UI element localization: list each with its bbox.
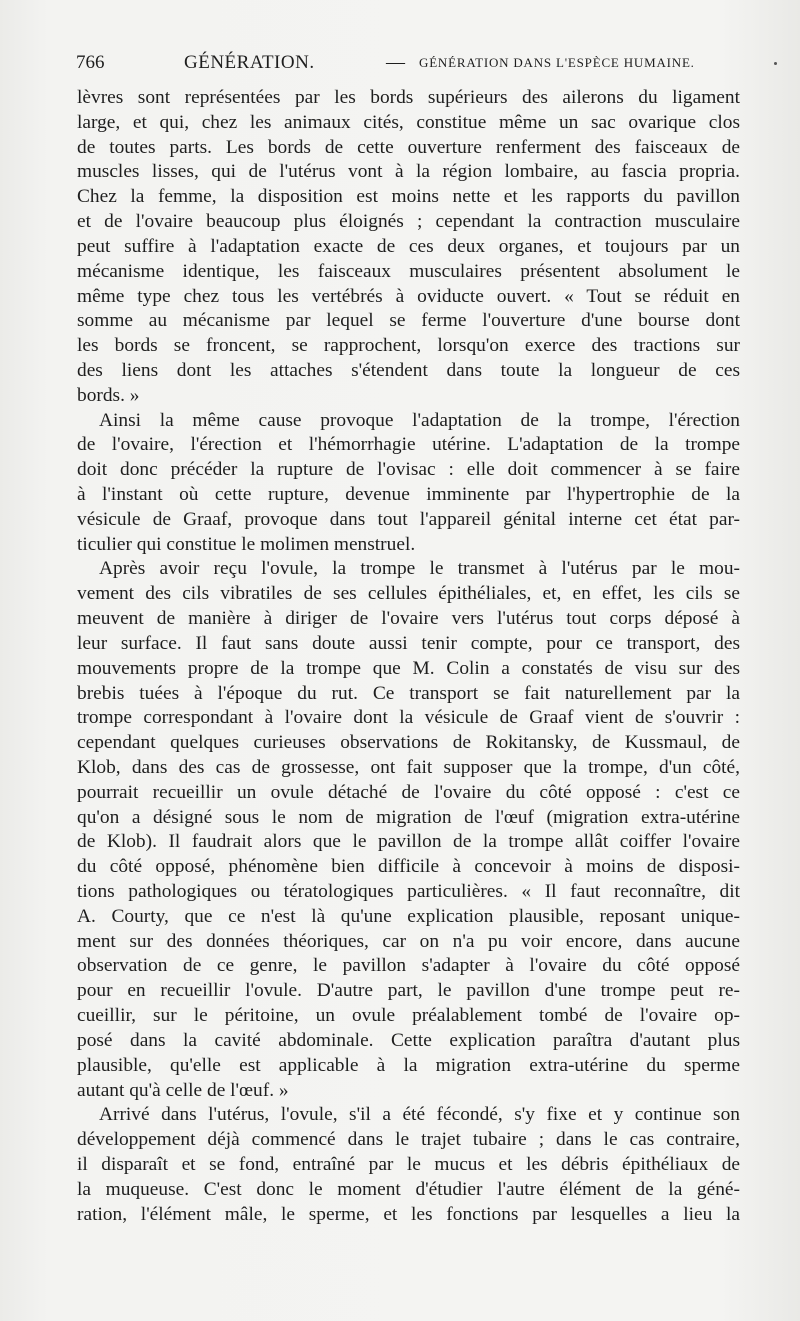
text-line: la muqueuse. C'est donc le moment d'étudier l'autre élément de la géné- <box>77 1178 740 1200</box>
text-line: Arrivé dans l'utérus, l'ovule, s'il a été fécondé, s'y fixe et y continue son <box>99 1104 740 1126</box>
text-line: lèvres sont représentées par les bords supérieurs des ailerons du ligament <box>77 87 740 108</box>
text-line: Klob, dans des cas de grossesse, ont fait supposer que la trompe, d'un côté, <box>77 756 740 778</box>
text-line: il disparaît et se fond, entraîné par le mucus et les débris épithéliaux de <box>77 1153 740 1175</box>
text-line: autant qu'à celle de l'œuf. » <box>77 1079 289 1101</box>
text-line: trompe correspondant à l'ovaire dont la vésicule de Graaf vient de s'ouvrir : <box>77 707 740 729</box>
page-number: 766 <box>76 52 105 73</box>
text-line: de toutes parts. Les bords de cette ouverture renferment des faisceaux de <box>77 136 740 158</box>
text-line: observation de ce genre, le pavillon s'adapter à l'ovaire du côté opposé <box>77 955 740 977</box>
text-line: qu'on a désigné sous le nom de migration de l'œuf (migration extra-utérine <box>77 806 740 828</box>
text-line: cueillir, sur le péritoine, un ovule préalablement tombé de l'ovaire op- <box>77 1005 740 1027</box>
text-line: de l'ovaire, l'érection et l'hémorrhagie utérine. L'adaptation de la trompe <box>77 434 740 456</box>
text-line: pourrait recueillir un ovule détaché de l'ovaire du côté opposé : c'est ce <box>77 781 740 803</box>
text-line: développement déjà commencé dans le trajet tubaire ; dans le cas contraire, <box>77 1129 740 1151</box>
text-line: des liens dont les attaches s'étendent dans toute la longueur de ces <box>77 359 740 381</box>
text-line: ticulier qui constitue le molimen menstruel. <box>77 533 416 555</box>
text-line: tions pathologiques ou tératologiques particulières. « Il faut reconnaître, dit <box>77 881 740 902</box>
text-line: ment sur des données théoriques, car on n'a pu voir encore, dans aucune <box>77 930 740 952</box>
text-line: à l'instant où cette rupture, devenue imminente par l'hypertrophie de la <box>77 484 740 505</box>
header-separator: — <box>386 52 405 73</box>
text-line: muscles lisses, qui de l'utérus vont à la région lombaire, au fascia propria. <box>77 161 740 183</box>
text-line: mécanisme identique, les faisceaux musculaires présentent absolument le <box>77 260 740 282</box>
text-line: plausible, qu'elle est applicable à la migration extra-utérine du sperme <box>77 1054 740 1076</box>
text-line: ration, l'élément mâle, le sperme, et les fonctions par lesquelles a lieu la <box>77 1203 740 1225</box>
running-title: GÉNÉRATION. <box>184 52 315 73</box>
text-line: brebis tuées à l'époque du rut. Ce transport se fait naturellement par la <box>77 682 740 704</box>
running-subtitle: GÉNÉRATION DANS L'ESPÈCE HUMAINE. <box>419 55 695 70</box>
text-line: et de l'ovaire beaucoup plus éloignés ; cependant la contraction musculaire <box>77 211 740 233</box>
text-line: doit donc précéder la rupture de l'ovisac : elle doit commencer à se faire <box>77 459 740 481</box>
text-line: les bords se froncent, se rapprochent, lorsqu'on exerce des tractions sur <box>77 335 740 357</box>
text-line: de Klob). Il faudrait alors que le pavillon de la trompe allât coiffer l'ovaire <box>77 831 740 853</box>
paper-speck <box>774 62 777 65</box>
text-line: du côté opposé, phénomène bien difficile à concevoir à moins de disposi- <box>77 856 740 878</box>
text-line: leur surface. Il faut sans doute aussi tenir compte, pour ce transport, des <box>77 632 740 654</box>
text-line: peut suffire à l'adaptation exacte de ces deux organes, et toujours par un <box>77 235 740 257</box>
body-text <box>77 86 740 1227</box>
text-line: vement des cils vibratiles de ses cellules épithéliales, et, en effet, les cils se <box>77 583 740 605</box>
text-line: posé dans la cavité abdominale. Cette explication paraîtra d'autant plus <box>77 1029 740 1051</box>
text-line: vésicule de Graaf, provoque dans tout l'appareil génital interne cet état par- <box>77 508 740 530</box>
text-line: même type chez tous les vertébrés à oviducte ouvert. « Tout se réduit en <box>77 285 740 307</box>
text-line: somme au mécanisme par lequel se ferme l'ouverture d'une bourse dont <box>77 310 740 332</box>
text-line: cependant quelques curieuses observations de Rokitansky, de Kussmaul, de <box>77 732 740 754</box>
text-line: Chez la femme, la disposition est moins nette et les rapports du pavillon <box>77 186 740 208</box>
text-line: mouvements propre de la trompe que M. Colin a constatés de visu sur des <box>77 657 740 679</box>
text-line: large, et qui, chez les animaux cités, constitue même un sac ovarique clos <box>77 111 740 133</box>
text-line: pour en recueillir l'ovule. D'autre part, le pavillon d'une trompe peut re- <box>77 980 740 1002</box>
text-line: bords. » <box>77 384 140 406</box>
text-line: meuvent de manière à diriger de l'ovaire vers l'utérus tout corps déposé à <box>77 608 740 630</box>
running-header <box>76 52 740 82</box>
text-line: Après avoir reçu l'ovule, la trompe le transmet à l'utérus par le mou- <box>99 558 740 580</box>
text-line: A. Courty, que ce n'est là qu'une explication plausible, reposant unique- <box>77 905 740 927</box>
text-line: Ainsi la même cause provoque l'adaptation de la trompe, l'érection <box>99 409 740 431</box>
